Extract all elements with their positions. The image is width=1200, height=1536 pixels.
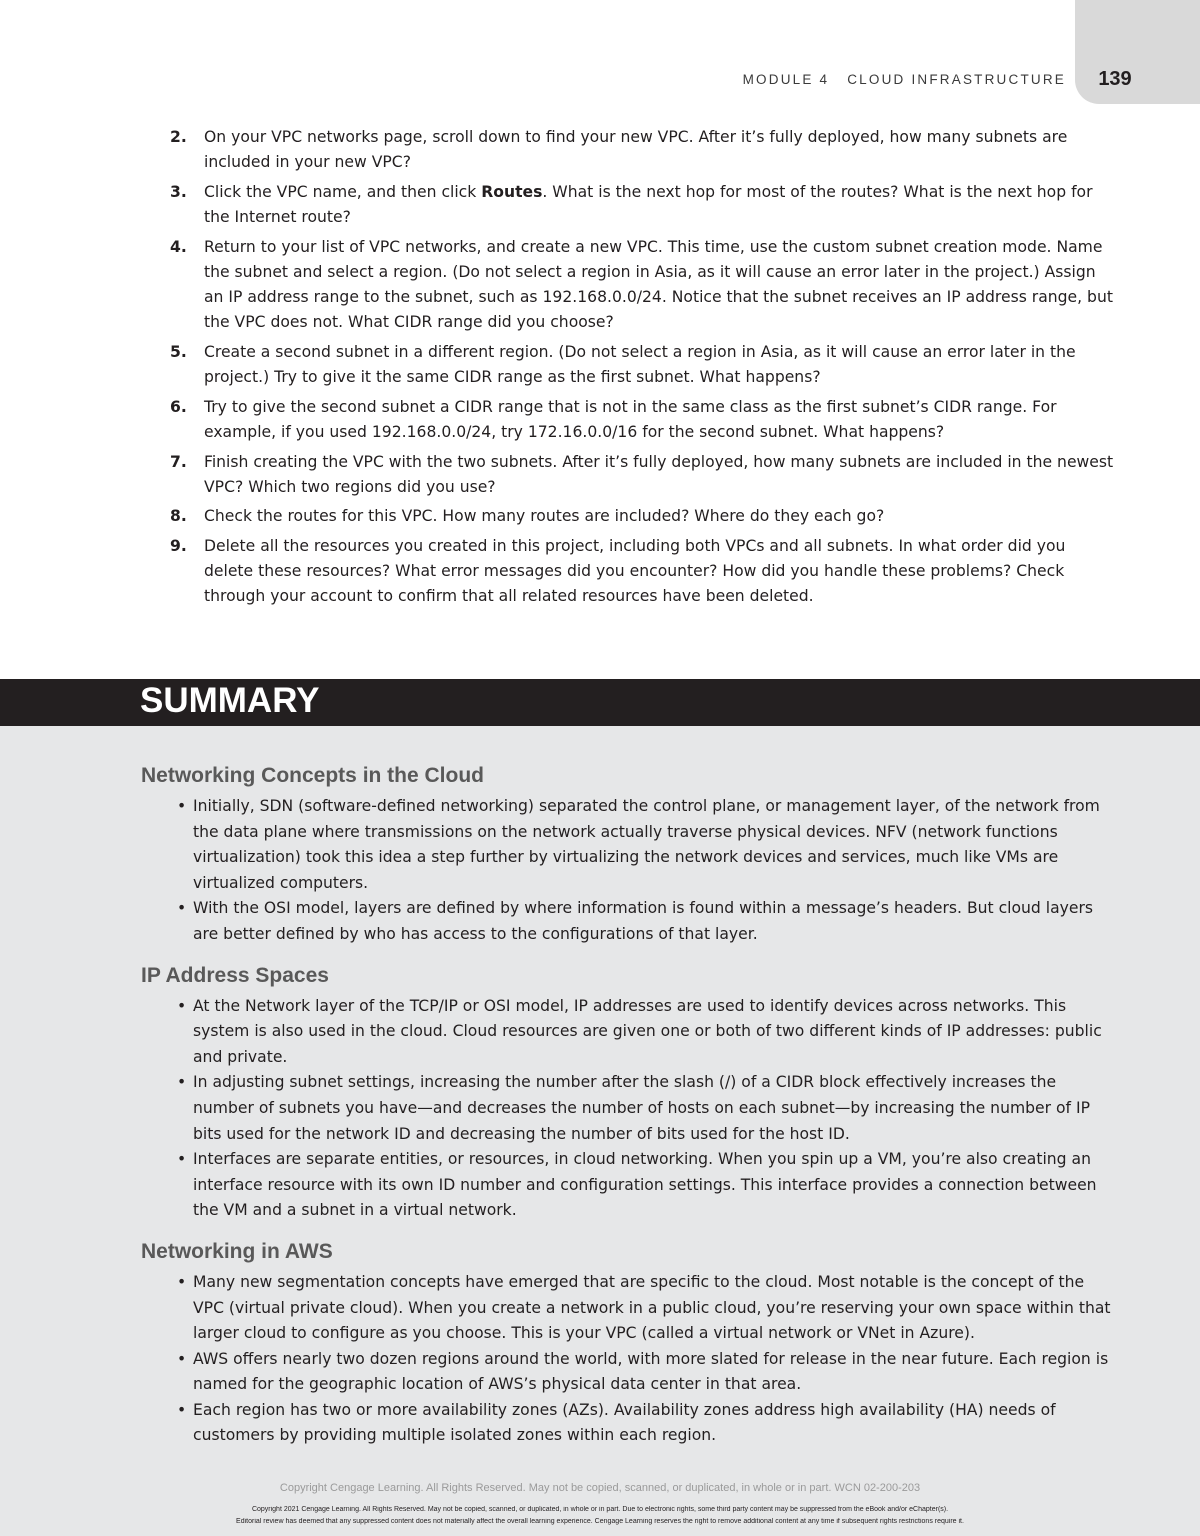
step-text-after: . What is the next hop for most of the routes? What is the next hop for the Internet route?	[204, 182, 1093, 227]
bullet-text: Each region has two or more availability zones (AZs). Availability zones address high availability (HA) needs of customers by providing multiple isolated zones within each region.	[193, 1400, 1056, 1445]
section-heading-networking-in-aws: Networking in AWS	[141, 1239, 333, 1263]
bullet-item	[141, 1070, 1121, 1147]
step-number: 5.	[170, 342, 187, 361]
bullet-icon: •	[177, 1349, 187, 1368]
step-text: Return to your list of VPC networks, and create a new VPC. This time, use the custom subnet creation mode. Name the subnet and select a region. (Do not select a region in Asia, as it will cause an error later in the project.) Assign an IP address range to the subnet, such as 192.168.0.0/24. Notice that the subnet receives an IP address range, but the VPC does not. What CIDR range did you choose?	[204, 237, 1113, 332]
step-number: 2.	[170, 128, 187, 146]
step-4	[170, 235, 1115, 336]
bullet-text: AWS offers nearly two dozen regions around the world, with more slated for release in the near future. Each region is named for the geographic location of AWS’s physical data center in that area.	[193, 1349, 1109, 1394]
step-number: 8.	[170, 507, 187, 526]
bullet-list	[141, 794, 1121, 948]
step-8	[170, 504, 1115, 529]
step-text: Finish creating the VPC with the two subnets. After it’s fully deployed, how many subnets are included in the newest VPC? Which two regions did you use?	[204, 452, 1114, 496]
step-text: Delete all the resources you created in this project, including both VPCs and all subnets. In what order did you delete these resources? What error messages did you encounter? How did you handle these problems? Check through your account to confirm that all related resources have been deleted.	[204, 536, 1066, 606]
step-number: 6.	[170, 397, 187, 416]
bullet-text: Initially, SDN (software-defined networking) separated the control plane, or management layer, of the network from the data plane where transmissions on the network actually traverse physical devices. NFV (network functions virtualization) took this idea a step further by virtualizing the network devices and services, much like VMs are virtualized computers.	[193, 797, 1100, 892]
step-6	[170, 395, 1115, 446]
page-number-tab	[1075, 0, 1200, 104]
bullet-item	[141, 994, 1121, 1071]
page-number: 139	[1098, 68, 1132, 90]
running-head	[743, 72, 1066, 87]
step-text-before: Click the VPC name, and then click	[204, 182, 482, 201]
bullet-icon: •	[177, 899, 187, 918]
bullet-text: Many new segmentation concepts have emerged that are specific to the cloud. Most notable is the concept of the VPC (virtual private cloud). When you create a network in a public cloud, you’re reserving your own space within that larger cloud to configure as you choose. This is your VPC (called a virtual network or VNet in Azure).	[193, 1272, 1111, 1343]
bullet-icon: •	[177, 1150, 187, 1169]
bullet-list	[141, 994, 1121, 1224]
summary-title: SUMMARY	[140, 681, 320, 720]
step-5	[170, 340, 1115, 391]
project-steps-list	[170, 125, 1115, 614]
rights-notice-line-1: Copyright 2021 Cengage Learning. All Rights Reserved. May not be copied, scanned, or duplicated, in whole or in part. Due to electronic rights, some third party content may be suppressed from the eBook and/or eChapter(s).	[251, 1506, 949, 1513]
copyright-notice: Copyright Cengage Learning. All Rights Reserved. May not be copied, scanned, or duplicated, in whole or in part. WCN 02-200-203	[279, 1482, 921, 1494]
bullet-text: In adjusting subnet settings, increasing the number after the slash (/) of a CIDR block effectively increases the number of subnets you have—and decreases the number of hosts on each subnet—by increasing the number of IP bits used for the network ID and decreasing the number of bits used for the host ID.	[193, 1073, 1090, 1143]
step-2	[170, 125, 1115, 176]
bullet-item	[141, 1398, 1121, 1449]
running-head-chapter: CLOUD INFRASTRUCTURE	[847, 72, 1066, 87]
summary-banner	[0, 679, 1200, 726]
step-number: 7.	[170, 452, 187, 471]
bullet-icon: •	[177, 797, 187, 815]
step-9	[170, 534, 1115, 610]
step-text: On your VPC networks page, scroll down to find your new VPC. After it’s fully deployed, how many subnets are included in your new VPC?	[204, 128, 1068, 172]
step-3	[170, 180, 1115, 231]
step-text: Check the routes for this VPC. How many routes are included? Where do they each go?	[204, 507, 885, 526]
running-head-module: MODULE 4	[742, 72, 830, 87]
bullet-item	[141, 1270, 1121, 1347]
bullet-list	[141, 1270, 1121, 1449]
section-heading-ip-address-spaces: IP Address Spaces	[141, 963, 329, 987]
routes-term: Routes	[481, 182, 543, 201]
section-heading-networking-concepts: Networking Concepts in the Cloud	[141, 764, 485, 787]
step-number: 3.	[170, 182, 187, 201]
bullet-icon: •	[177, 996, 187, 1015]
bullet-item	[141, 1147, 1121, 1224]
bullet-icon: •	[177, 1272, 187, 1291]
bullet-text: At the Network layer of the TCP/IP or OSI model, IP addresses are used to identify devices across networks. This system is also used in the cloud. Cloud resources are given one or both of two different kinds of IP addresses: public and private.	[193, 996, 1102, 1066]
bullet-icon: •	[177, 1400, 187, 1419]
step-number: 9.	[170, 536, 187, 555]
summary-content	[141, 762, 1121, 1463]
bullet-text: Interfaces are separate entities, or resources, in cloud networking. When you spin up a VM, you’re also creating an interface resource with its own ID number and configuration settings. This interface provides a connection between the VM and a subnet in a virtual network.	[193, 1150, 1097, 1220]
step-number: 4.	[170, 237, 187, 256]
step-text: Create a second subnet in a different region. (Do not select a region in Asia, as it will cause an error later in the project.) Try to give it the same CIDR range as the first subnet. What happens?	[204, 342, 1076, 387]
bullet-icon: •	[177, 1073, 187, 1092]
step-7	[170, 450, 1115, 501]
bullet-item	[141, 1347, 1121, 1398]
bullet-text: With the OSI model, layers are defined by where information is found within a message’s headers. But cloud layers are better defined by who has access to the configurations of that layer.	[193, 899, 1094, 943]
bullet-item	[141, 896, 1121, 947]
step-text: Try to give the second subnet a CIDR range that is not in the same class as the first subnet’s CIDR range. For example, if you used 192.168.0.0/24, try 172.16.0.0/16 for the second subnet. What happens?	[204, 397, 1057, 442]
rights-notice-line-2: Editorial review has deemed that any suppressed content does not materially affect the overall learning experience. Cengage Learning reserves the right to remove additional content at any time if subsequent rights restrictions require it.	[236, 1518, 964, 1525]
bullet-item	[141, 794, 1121, 896]
